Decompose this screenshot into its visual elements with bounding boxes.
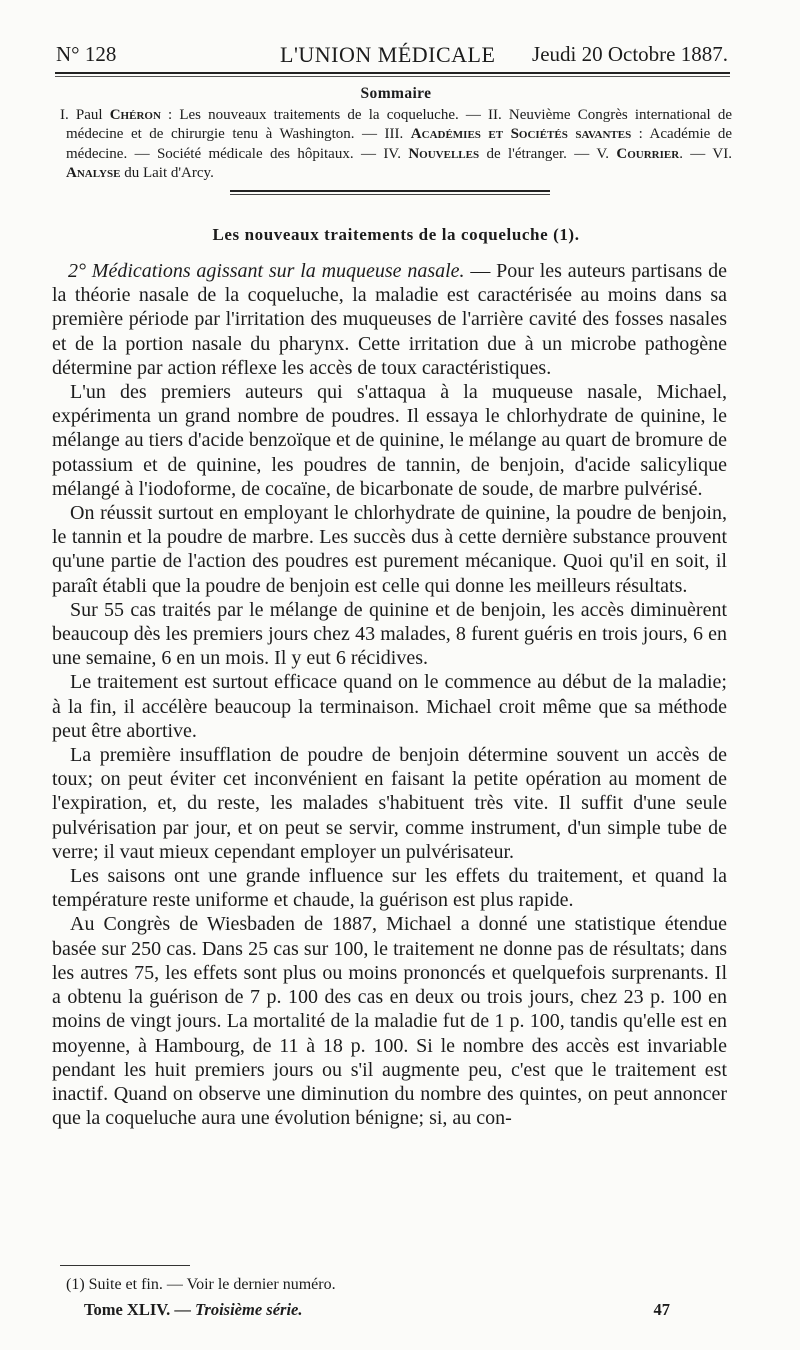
summary-item: II. Neuvième Congrès international de médecine et de chirurgie tenu à Washington. — III. Académies et Sociétés savantes : Académie de médecine. — Société médicale des hôpitaux. — bbox=[66, 106, 732, 162]
summary-title: Sommaire bbox=[360, 85, 432, 102]
page-header bbox=[52, 36, 728, 76]
issue-number: N° 128 bbox=[56, 42, 117, 66]
issue-date: Jeudi 20 Octobre 1887. bbox=[532, 42, 728, 66]
summary-item: IV. Nouvelles de l'étranger. — bbox=[383, 145, 597, 162]
article-body bbox=[52, 259, 727, 1130]
header-rule-thin bbox=[55, 76, 730, 77]
footnote-rule bbox=[60, 1265, 190, 1266]
paragraph: 2° Médications agissant sur la muqueuse nasale. — Pour les auteurs partisans de la théorie nasale de la coqueluche, la maladie est caractérisée au moins dans sa première période par l'irritation des muqueuses de l'arrière cavité des fosses nasales et de la portion nasale du pharynx. Cette irritation due à un microbe pathogène détermine par action réflexe les accès de toux caractéristiques. bbox=[52, 260, 727, 379]
paragraph: La première insufflation de poudre de benjoin détermine souvent un accès de toux; on peut éviter cet inconvénient en faisant la petite opération au moment de l'expiration, et, du reste, les malades s'habituent très vite. Il suffit d'une seule pulvérisation par jour, et on peut se servir, comme instrument, d'un simple tube de verre; il vaut mieux cependant employer un pulvérisateur. bbox=[52, 744, 727, 863]
paragraph: Le traitement est surtout efficace quand on le commence au début de la maladie; à la fin, il accélère beaucoup la terminaison. Michael croit même que sa méthode peut être abortive. bbox=[52, 671, 727, 742]
paragraph: Au Congrès de Wiesbaden de 1887, Michael a donné une statistique étendue basée sur 250 cas. Dans 25 cas sur 100, le traitement ne donne pas de résultats; dans les autres 75, les effets sont plus ou moins prononcés et quelquefois surprenants. Il a obtenu la guérison de 7 p. 100 des cas en deux ou trois jours, chez 23 p. 100 en moins de vingt jours. La mortalité de la maladie fut de 1 p. 100, tandis qu'elle est en moyenne, à Hambourg, de 11 à 18 p. 100. Si le nombre des accès est invariable pendant les huit premiers jours ou s'il augmente peu, c'est que le traitement est inactif. Quand on observe une diminution du nombre des quintes, on peut annoncer que la coqueluche aura une évolution bénigne; si, au con- bbox=[52, 913, 727, 1130]
paragraph: On réussit surtout en employant le chlorhydrate de quinine, la poudre de benjoin, le tannin et la poudre de marbre. Les succès dus à cette dernière substance prouvent qu'une partie de l'action des poudres est purement mécanique. Quoi qu'il en soit, il paraît établi que la poudre de benjoin est celle qui donne les meilleurs résultats. bbox=[52, 502, 727, 597]
header-rule bbox=[55, 72, 730, 74]
paragraph: Les saisons ont une grande influence sur les effets du traitement, et quand la température reste uniforme et chaude, la guérison est plus rapide. bbox=[52, 865, 727, 912]
article-title: Les nouveaux traitements de la coqueluche (1). bbox=[212, 225, 580, 244]
summary-item: V. Courrier. — bbox=[596, 145, 713, 162]
paragraph: L'un des premiers auteurs qui s'attaqua à la muqueuse nasale, Michael, expérimenta un grand nombre de poudres. Il essaya le chlorhydrate de quinine, le mélange au tiers d'acide benzoïque et de quinine, le mélange au quart de bromure de potassium et de quinine, les poudres de tannin, de benjoin, d'acide salicylique mélangé à l'iodoforme, de cocaïne, de bicarbonate de soude, de marbre pulvérisé. bbox=[52, 381, 727, 500]
paragraph: Sur 55 cas traités par le mélange de quinine et de benjoin, les accès diminuèrent beaucoup dès les premiers jours chez 43 malades, 8 furent guéris en trois jours, 6 en une semaine, 6 en un mois. Il y eut 6 récidives. bbox=[52, 598, 727, 670]
summary-item: I. Paul Chéron : Les nouveaux traitements de la coqueluche. — bbox=[60, 106, 489, 123]
footnote: (1) Suite et fin. — Voir le dernier numéro. bbox=[66, 1276, 336, 1293]
section-rule-thin bbox=[230, 194, 550, 195]
summary-body bbox=[60, 106, 732, 184]
section-rule bbox=[230, 190, 550, 192]
section-heading: 2° Médications agissant sur la muqueuse nasale. bbox=[68, 260, 465, 282]
volume-label: Tome XLIV. — Troisième série. bbox=[84, 1300, 303, 1319]
summary-item: VI. Analyse du Lait d'Arcy. bbox=[66, 145, 732, 181]
journal-title: L'UNION MÉDICALE bbox=[280, 42, 496, 67]
summary-block bbox=[60, 84, 732, 184]
page-number: 47 bbox=[653, 1300, 670, 1319]
